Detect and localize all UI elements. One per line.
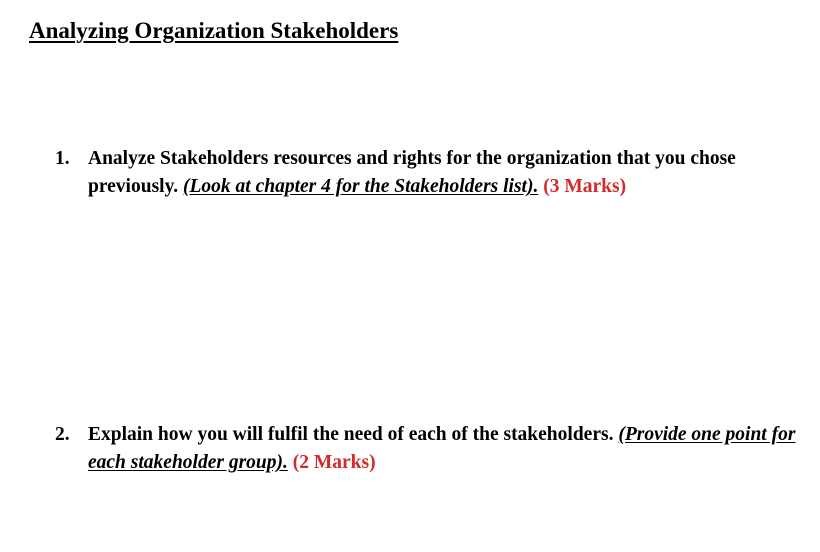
question-number: 1. [55, 148, 70, 169]
question-marks: (3 Marks) [543, 176, 627, 197]
question-note: (Look at chapter 4 for the Stakeholders list). [183, 176, 539, 197]
question-1 [55, 145, 800, 201]
question-2 [55, 421, 800, 477]
question-text: Explain how you will fulfil the need of each of the stakeholders. [88, 424, 614, 445]
question-marks: (2 Marks) [292, 452, 376, 473]
question-note: (Provide one point for each stakeholder group). [88, 424, 796, 473]
document-title: Analyzing Organization Stakeholders [29, 18, 399, 43]
question-body [88, 145, 800, 201]
question-body [88, 421, 800, 477]
question-number: 2. [55, 424, 70, 445]
question-text: Analyze Stakeholders resources and rights for the organization that you chose previously. [88, 148, 736, 197]
